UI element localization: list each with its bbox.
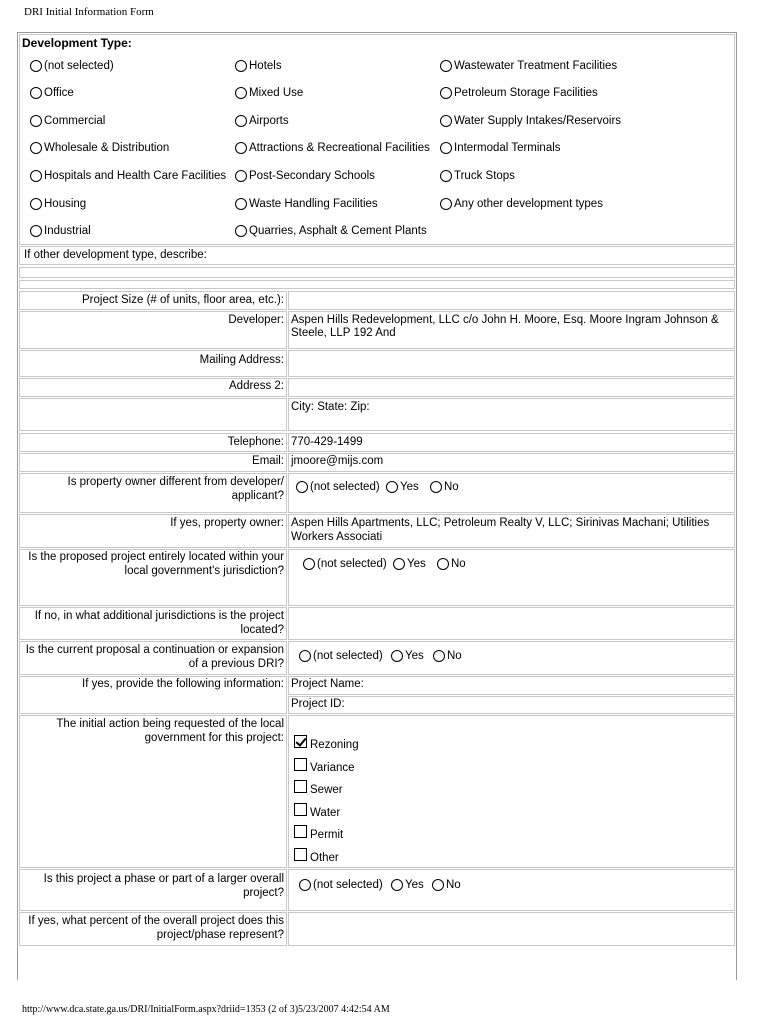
development-type-radio[interactable] xyxy=(235,170,375,182)
checkbox-icon xyxy=(294,848,307,861)
owner-different-field xyxy=(288,473,735,513)
radio-icon xyxy=(30,115,42,127)
owner-different-label-line2: applicant? xyxy=(231,490,284,502)
development-type-label: Intermodal Terminals xyxy=(454,142,561,154)
option-label: No xyxy=(446,879,461,891)
radio-icon xyxy=(235,198,247,210)
page-footer-url: http://www.dca.state.ga.us/DRI/InitialForm.aspx?driid=1353 (2 of 3)5/23/2007 4:42:54 AM xyxy=(22,1004,390,1015)
option-label: Yes xyxy=(405,879,424,891)
radio-icon xyxy=(393,558,405,570)
spacer-row xyxy=(19,280,735,289)
option-label: (not selected) xyxy=(317,558,387,570)
development-type-radio[interactable] xyxy=(440,60,617,72)
development-type-radio[interactable] xyxy=(440,87,598,99)
development-type-label: Wholesale & Distribution xyxy=(44,142,170,154)
provide-info-label: If yes, provide the following information: xyxy=(82,678,284,690)
radio-icon xyxy=(299,650,311,662)
development-type-radio[interactable] xyxy=(30,170,226,182)
radio-icon xyxy=(433,650,445,662)
option-label: No xyxy=(451,558,466,570)
radio-icon xyxy=(386,481,398,493)
property-owner-value-line1: Aspen Hills Apartments, LLC; Petroleum Realty V, LLC; Sirinivas Machani; Utilities xyxy=(291,517,710,529)
phase-label-line2: project? xyxy=(243,887,284,899)
additional-jurisdictions-label-line2: located? xyxy=(240,624,284,636)
phase-not-selected-radio[interactable] xyxy=(299,879,383,891)
page-header-title: DRI Initial Information Form xyxy=(24,6,154,18)
development-type-label: Office xyxy=(44,87,74,99)
property-owner-label: If yes, property owner: xyxy=(170,517,284,529)
checkbox-icon xyxy=(294,758,307,771)
development-type-label: Housing xyxy=(44,198,87,210)
initial-action-checkbox-sewer[interactable] xyxy=(294,780,343,796)
initial-action-checkbox-other[interactable] xyxy=(294,848,339,864)
email-value: jmoore@mijs.com xyxy=(291,455,384,467)
phase-no-radio[interactable] xyxy=(432,879,461,891)
checkbox-label: Rezoning xyxy=(310,738,359,751)
checkbox-icon xyxy=(294,825,307,838)
development-type-label: Mixed Use xyxy=(249,87,304,99)
initial-action-checkbox-water[interactable] xyxy=(294,803,341,819)
initial-action-checkbox-variance[interactable] xyxy=(294,758,355,774)
initial-action-label-line2: government for this project: xyxy=(144,732,284,744)
development-type-label: Waste Handling Facilities xyxy=(249,198,378,210)
development-type-radio[interactable] xyxy=(235,142,430,154)
radio-icon xyxy=(432,879,444,891)
development-type-radio[interactable] xyxy=(235,87,303,99)
percent-input[interactable] xyxy=(288,912,735,946)
development-type-label: Industrial xyxy=(44,225,91,237)
continuation-label-line2: of a previous DRI? xyxy=(188,658,284,670)
development-type-radio[interactable] xyxy=(440,198,603,210)
development-type-radio[interactable] xyxy=(440,115,621,127)
development-type-label: Attractions & Recreational Facilities xyxy=(249,142,430,154)
option-label: (not selected) xyxy=(313,650,383,662)
development-type-label: Commercial xyxy=(44,115,106,127)
initial-action-checkbox-rezoning[interactable] xyxy=(294,735,359,751)
email-label: Email: xyxy=(252,455,284,467)
radio-icon xyxy=(235,115,247,127)
development-type-label: (not selected) xyxy=(44,60,114,72)
option-label: Yes xyxy=(407,558,426,570)
option-label: Yes xyxy=(405,650,424,662)
jurisdiction-label-line2: local government's jurisdiction? xyxy=(124,565,284,577)
radio-icon xyxy=(391,879,403,891)
city-state-zip-text: City: State: Zip: xyxy=(291,401,370,413)
radio-icon xyxy=(440,87,452,99)
radio-icon xyxy=(440,198,452,210)
development-type-label: Water Supply Intakes/Reservoirs xyxy=(454,115,622,127)
mailing-address-input[interactable] xyxy=(288,350,735,377)
development-type-radio[interactable] xyxy=(235,115,289,127)
radio-icon xyxy=(299,879,311,891)
development-type-label: Petroleum Storage Facilities xyxy=(454,87,598,99)
initial-action-label-line1: The initial action being requested of the local xyxy=(56,718,284,730)
development-type-radio[interactable] xyxy=(440,170,515,182)
checkbox-label: Other xyxy=(310,851,339,864)
checkbox-icon xyxy=(294,803,307,816)
development-type-box xyxy=(19,34,735,245)
owner-different-not-selected-radio[interactable] xyxy=(296,481,380,493)
radio-icon xyxy=(235,142,247,154)
development-type-label: Post-Secondary Schools xyxy=(249,170,375,182)
project-id-field[interactable] xyxy=(288,696,735,714)
additional-jurisdictions-input[interactable] xyxy=(288,607,735,640)
option-label: (not selected) xyxy=(313,879,383,891)
project-name-label: Project Name: xyxy=(291,678,364,690)
developer-value-line2: Steele, LLP 192 And xyxy=(291,327,396,339)
option-label: Yes xyxy=(400,481,419,493)
continuation-yes-radio[interactable] xyxy=(391,650,424,662)
radio-icon xyxy=(30,60,42,72)
project-size-input[interactable] xyxy=(288,291,735,310)
address2-input[interactable] xyxy=(288,378,735,397)
radio-icon xyxy=(235,225,247,237)
phase-label-line1: Is this project a phase or part of a larger overall xyxy=(43,873,284,885)
radio-icon xyxy=(30,142,42,154)
initial-action-checkbox-permit[interactable] xyxy=(294,825,344,841)
checkbox-label: Water xyxy=(310,806,341,819)
other-type-input[interactable] xyxy=(19,267,735,278)
development-type-label: Any other development types xyxy=(454,198,603,210)
development-type-label: Quarries, Asphalt & Cement Plants xyxy=(249,225,427,237)
jurisdiction-no-radio[interactable] xyxy=(437,558,466,570)
radio-icon xyxy=(235,60,247,72)
checkbox-label: Sewer xyxy=(310,783,343,796)
checkbox-checked-icon xyxy=(294,735,307,748)
radio-icon xyxy=(30,198,42,210)
development-type-radio[interactable] xyxy=(30,115,105,127)
jurisdiction-not-selected-radio[interactable] xyxy=(303,558,387,570)
city-state-zip-label-cell xyxy=(19,398,287,431)
radio-icon xyxy=(30,170,42,182)
radio-icon xyxy=(391,650,403,662)
radio-icon xyxy=(303,558,315,570)
mailing-address-label: Mailing Address: xyxy=(199,354,284,366)
option-label: (not selected) xyxy=(310,481,380,493)
jurisdiction-yes-radio[interactable] xyxy=(393,558,426,570)
option-label: No xyxy=(447,650,462,662)
radio-icon xyxy=(440,142,452,154)
development-type-label: Truck Stops xyxy=(454,170,515,182)
radio-icon xyxy=(440,60,452,72)
phase-yes-radio[interactable] xyxy=(391,879,424,891)
project-size-label: Project Size (# of units, floor area, etc.): xyxy=(82,294,284,306)
additional-jurisdictions-label-line1: If no, in what additional jurisdictions is the project xyxy=(34,610,284,622)
address2-label: Address 2: xyxy=(229,380,284,392)
continuation-label-line1: Is the current proposal a continuation or expansion xyxy=(25,644,284,656)
developer-label: Developer: xyxy=(228,314,284,326)
development-type-radio[interactable] xyxy=(235,60,282,72)
development-type-label: Hospitals and Health Care Facilities xyxy=(44,170,227,182)
checkbox-label: Variance xyxy=(310,761,355,774)
radio-icon xyxy=(430,481,442,493)
development-type-radio[interactable] xyxy=(30,87,74,99)
jurisdiction-label-line1: Is the proposed project entirely located within your xyxy=(28,551,284,563)
continuation-no-radio[interactable] xyxy=(433,650,462,662)
checkbox-icon xyxy=(294,780,307,793)
owner-different-label-line1: Is property owner different from developer/ xyxy=(67,476,284,488)
radio-icon xyxy=(440,170,452,182)
development-type-radio[interactable] xyxy=(30,60,114,72)
radio-icon xyxy=(437,558,449,570)
percent-label-line2: project/phase represent? xyxy=(156,929,284,941)
telephone-label: Telephone: xyxy=(227,436,284,448)
radio-icon xyxy=(235,87,247,99)
property-owner-value-line2: Workers Associati xyxy=(291,531,383,543)
development-type-label: Wastewater Treatment Facilities xyxy=(454,60,618,72)
radio-icon xyxy=(296,481,308,493)
option-label: No xyxy=(444,481,459,493)
radio-icon xyxy=(440,115,452,127)
radio-icon xyxy=(30,225,42,237)
owner-different-no-radio[interactable] xyxy=(430,481,459,493)
checkbox-label: Permit xyxy=(310,828,344,841)
development-type-heading: Development Type: xyxy=(22,36,132,50)
radio-icon xyxy=(30,87,42,99)
percent-label-line1: If yes, what percent of the overall project does this xyxy=(28,915,284,927)
radio-icon xyxy=(235,170,247,182)
continuation-not-selected-radio[interactable] xyxy=(299,650,383,662)
development-type-radio[interactable] xyxy=(30,198,86,210)
development-type-radio[interactable] xyxy=(235,198,378,210)
telephone-value: 770-429-1499 xyxy=(291,436,363,448)
developer-value-line1: Aspen Hills Redevelopment, LLC c/o John H. Moore, Esq. Moore Ingram Johnson & xyxy=(291,314,719,326)
development-type-radio[interactable] xyxy=(30,225,91,237)
other-type-label: If other development type, describe: xyxy=(24,249,207,261)
development-type-label: Hotels xyxy=(249,60,282,72)
development-type-radio[interactable] xyxy=(440,142,561,154)
development-type-label: Airports xyxy=(249,115,289,127)
development-type-radio[interactable] xyxy=(30,142,169,154)
development-type-radio[interactable] xyxy=(235,225,427,237)
project-id-label: Project ID: xyxy=(291,698,345,710)
owner-different-yes-radio[interactable] xyxy=(386,481,419,493)
